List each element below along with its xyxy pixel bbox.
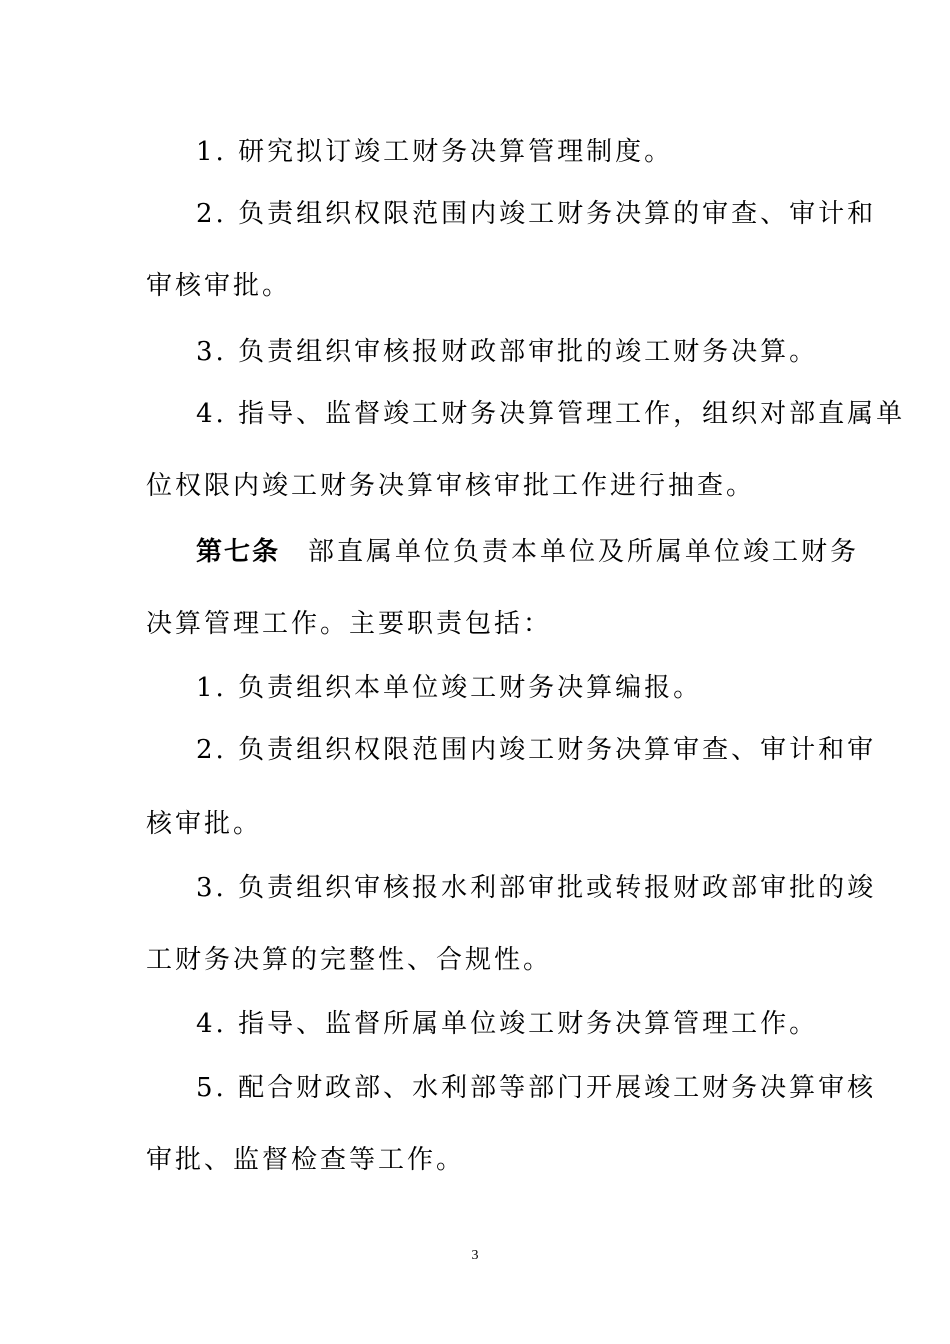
paragraph-line: 核审批。: [146, 809, 263, 839]
paragraph-line: 1. 负责组织本单位竣工财务决算编报。: [196, 673, 703, 703]
paragraph-line: 1. 研究拟订竣工财务决算管理制度。: [196, 137, 674, 167]
page-number: 3: [471, 1248, 479, 1263]
paragraph-line: 4. 指导、监督所属单位竣工财务决算管理工作。: [196, 1009, 819, 1039]
paragraph-line: 3. 负责组织审核报财政部审批的竣工财务决算。: [196, 337, 819, 367]
paragraph-line: 3. 负责组织审核报水利部审批或转报财政部审批的竣: [196, 873, 877, 903]
article-text: 部直属单位负责本单位及所属单位竣工财务: [308, 537, 860, 567]
article-line: [196, 534, 860, 570]
paragraph-line: 审批、监督检查等工作。: [146, 1145, 466, 1175]
paragraph-line: 2. 负责组织权限范围内竣工财务决算审查、审计和审: [196, 735, 877, 765]
paragraph-line: 工财务决算的完整性、合规性。: [146, 945, 553, 975]
paragraph-line: 位权限内竣工财务决算审核审批工作进行抽查。: [146, 471, 756, 501]
paragraph-line: 4. 指导、监督竣工财务决算管理工作，组织对部直属单: [196, 399, 906, 429]
paragraph-line: 5. 配合财政部、水利部等部门开展竣工财务决算审核: [196, 1073, 877, 1103]
paragraph-line: 决算管理工作。主要职责包括：: [146, 609, 553, 639]
paragraph-line: 2. 负责组织权限范围内竣工财务决算的审查、审计和: [196, 199, 877, 229]
article-heading: 第七条: [196, 537, 281, 567]
paragraph-line: 审核审批。: [146, 271, 292, 301]
